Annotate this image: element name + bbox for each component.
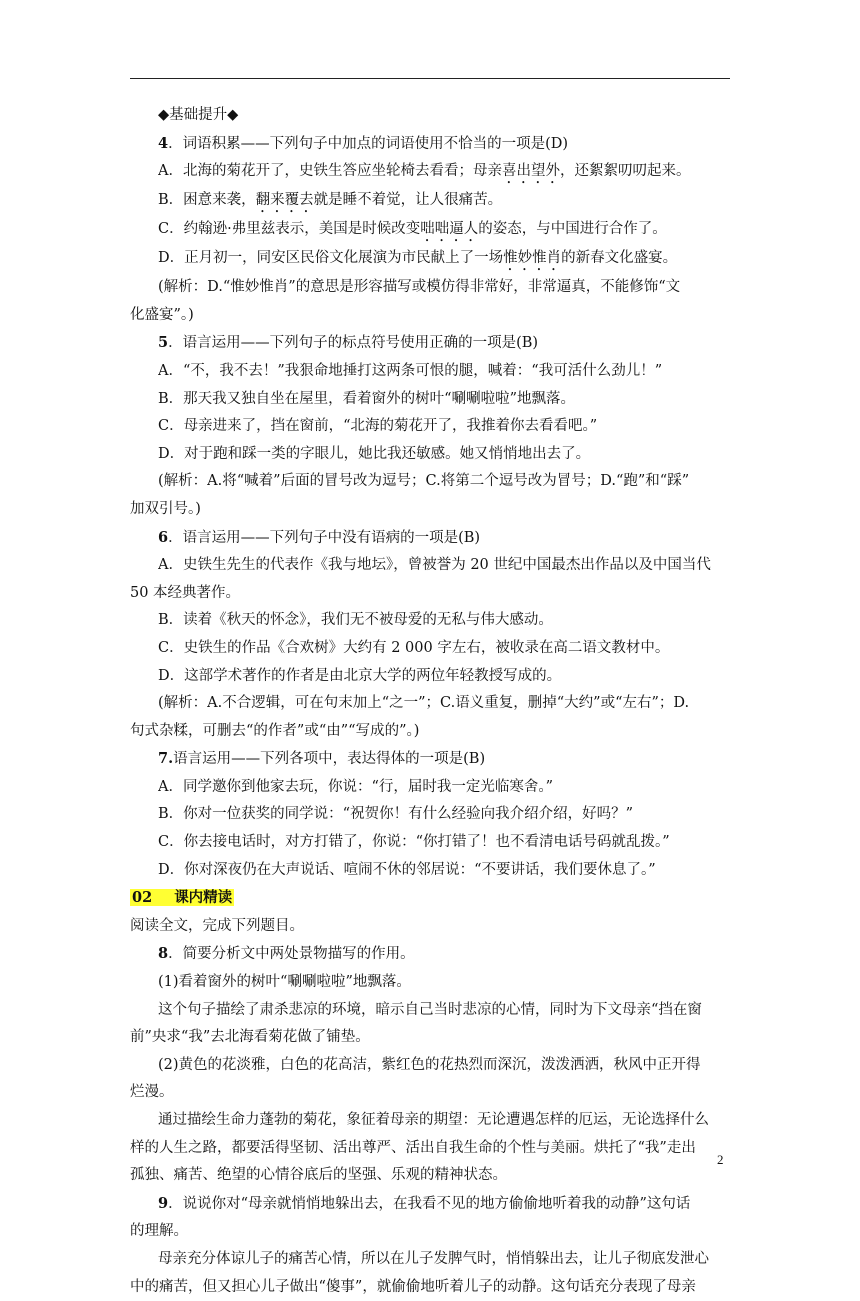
dotted-phrase: 翻来覆去 [255,192,314,209]
q6-option-b: B．读着《秋天的怀念》，我们无不被母爱的无私与伟大感动。 [158,612,553,629]
q6-analysis: (解析：A.不合逻辑，可在句末加上“之一”；C.语义重复，删掉“大约”或“左右”；D. [158,695,690,712]
q4-option-b: B．困意来袭，翻来覆去就是睡不着觉，让人很痛苦。 [158,192,503,209]
question-8-stem: 8．简要分析文中两处景物描写的作用。 [158,945,415,963]
q5-option-b: B．那天我又独自坐在屋里，看着窗外的树叶“唰唰啦啦”地飘落。 [158,390,575,407]
reading-intro: 阅读全文，完成下列题目。 [130,917,304,934]
q8-sentence-1: (1)看着窗外的树叶“唰唰啦啦”地飘落。 [158,974,411,991]
q8-answer-2-cont2: 孤独、痛苦、绝望的心情谷底后的坚强、乐观的精神状态。 [130,1167,507,1184]
section-heading-jichu: ◆基础提升◆ [158,107,239,123]
q6-option-d: D．这部学术著作的作者是由北京大学的两位年轻教授写成的。 [158,667,562,684]
q7-option-d: D．你对深夜仍在大声说话、喧闹不休的邻居说：“不要讲话，我们要休息了。” [158,861,656,878]
q6-option-c: C．史铁生的作品《合欢树》大约有 2 000 字左右，被收录在高二语文教材中。 [158,639,670,656]
q5-option-d: D．对于跑和踩一类的字眼儿，她比我还敏感。她又悄悄地出去了。 [158,445,591,462]
question-5-stem: 5．语言运用——下列句子的标点符号使用正确的一项是(B) [158,334,539,352]
q6-option-a-cont: 50 本经典著作。 [130,584,241,601]
q4-analysis: (解析：D.“惟妙惟肖”的意思是形容描写或模仿得非常好，非常逼真，不能修饰“文 [158,279,681,296]
q8-sentence-2: (2)黄色的花淡雅，白色的花高洁，紫红色的花热烈而深沉，泼泼洒洒，秋风中正开得 [158,1056,701,1073]
q7-option-a: A．同学邀你到他家去玩，你说：“行，届时我一定光临寒舍。” [158,778,554,795]
question-9-stem-cont: 的理解。 [130,1223,188,1240]
q8-answer-2-cont: 样的人生之路，都要活得坚韧、活出尊严、活出自我生命的个性与美丽。烘托了“我”走出 [130,1139,696,1156]
q8-answer-1: 这个句子描绘了肃杀悲凉的环境，暗示自己当时悲凉的心情，同时为下文母亲“挡在窗 [158,1001,702,1018]
question-7-stem: 7.语言运用——下列各项中，表达得体的一项是(B) [158,750,486,768]
section-heading-02: 02 课内精读 [132,889,233,907]
q4-option-a: A．北海的菊花开了，史铁生答应坐轮椅去看看；母亲喜出望外，还絮絮叨叨起来。 [158,163,691,180]
question-6-stem: 6．语言运用——下列句子中没有语病的一项是(B) [158,528,481,546]
question-9-stem: 9．说说你对“母亲就悄悄地躲出去，在我看不见的地方偷偷地听着我的动静”这句话 [158,1194,691,1212]
q4-option-d: D．正月初一，同安区民俗文化展演为市民献上了一场惟妙惟肖的新春文化盛宴。 [158,250,678,267]
dotted-phrase: 咄咄逼人 [420,221,479,238]
document-body [130,102,730,1301]
q5-option-a: A．“不，我不去！”我狠命地捶打这两条可恨的腿，喊着：“我可活什么劲儿！” [158,362,663,379]
q7-option-c: C．你去接电话时，对方打错了，你说：“你打错了！也不看清电话号码就乱拨。” [158,834,670,851]
header-rule [130,78,730,79]
q8-answer-1-cont: 前”央求“我”去北海看菊花做了铺垫。 [130,1029,370,1046]
dotted-phrase: 惟妙惟肖 [503,250,562,267]
q9-answer: 母亲充分体谅儿子的痛苦心情，所以在儿子发脾气时，悄悄躲出去，让儿子彻底发泄心 [158,1250,709,1267]
q8-sentence-2-cont: 烂漫。 [130,1084,174,1101]
q5-analysis: (解析：A.将“喊着”后面的冒号改为逗号；C.将第二个逗号改为冒号；D.“跑”和“踩” [158,473,690,490]
q5-option-c: C．母亲进来了，挡在窗前，“北海的菊花开了，我推着你去看看吧。” [158,418,598,435]
dotted-phrase: 喜出望外 [501,163,560,180]
q7-option-b: B．你对一位获奖的同学说：“祝贺你！有什么经验向我介绍介绍，好吗？” [158,806,633,823]
question-number: 4 [158,134,169,152]
page-number: 2 [717,1152,724,1167]
question-4-stem: 4．词语积累——下列句子中加点的词语使用不恰当的一项是(D) [158,134,569,152]
q6-option-a: A．史铁生先生的代表作《我与地坛》，曾被誉为 20 世纪中国最杰出作品以及中国当代 [158,557,711,574]
q8-answer-2: 通过描绘生命力蓬勃的菊花，象征着母亲的期望：无论遭遇怎样的厄运，无论选择什么 [158,1112,709,1128]
q5-analysis-cont: 加双引号。) [130,500,201,517]
q4-analysis-cont: 化盛宴”。) [130,306,194,323]
q4-option-c: C．约翰逊·弗里兹表示，美国是时候改变咄咄逼人的姿态，与中国进行合作了。 [158,221,667,238]
q6-analysis-cont: 句式杂糅，可删去“的作者”或“由”“写成的”。) [130,722,420,739]
q9-answer-cont: 中的痛苦，但又担心儿子做出“傻事”，就偷偷地听着儿子的动静。这句话充分表现了母亲 [130,1278,696,1295]
